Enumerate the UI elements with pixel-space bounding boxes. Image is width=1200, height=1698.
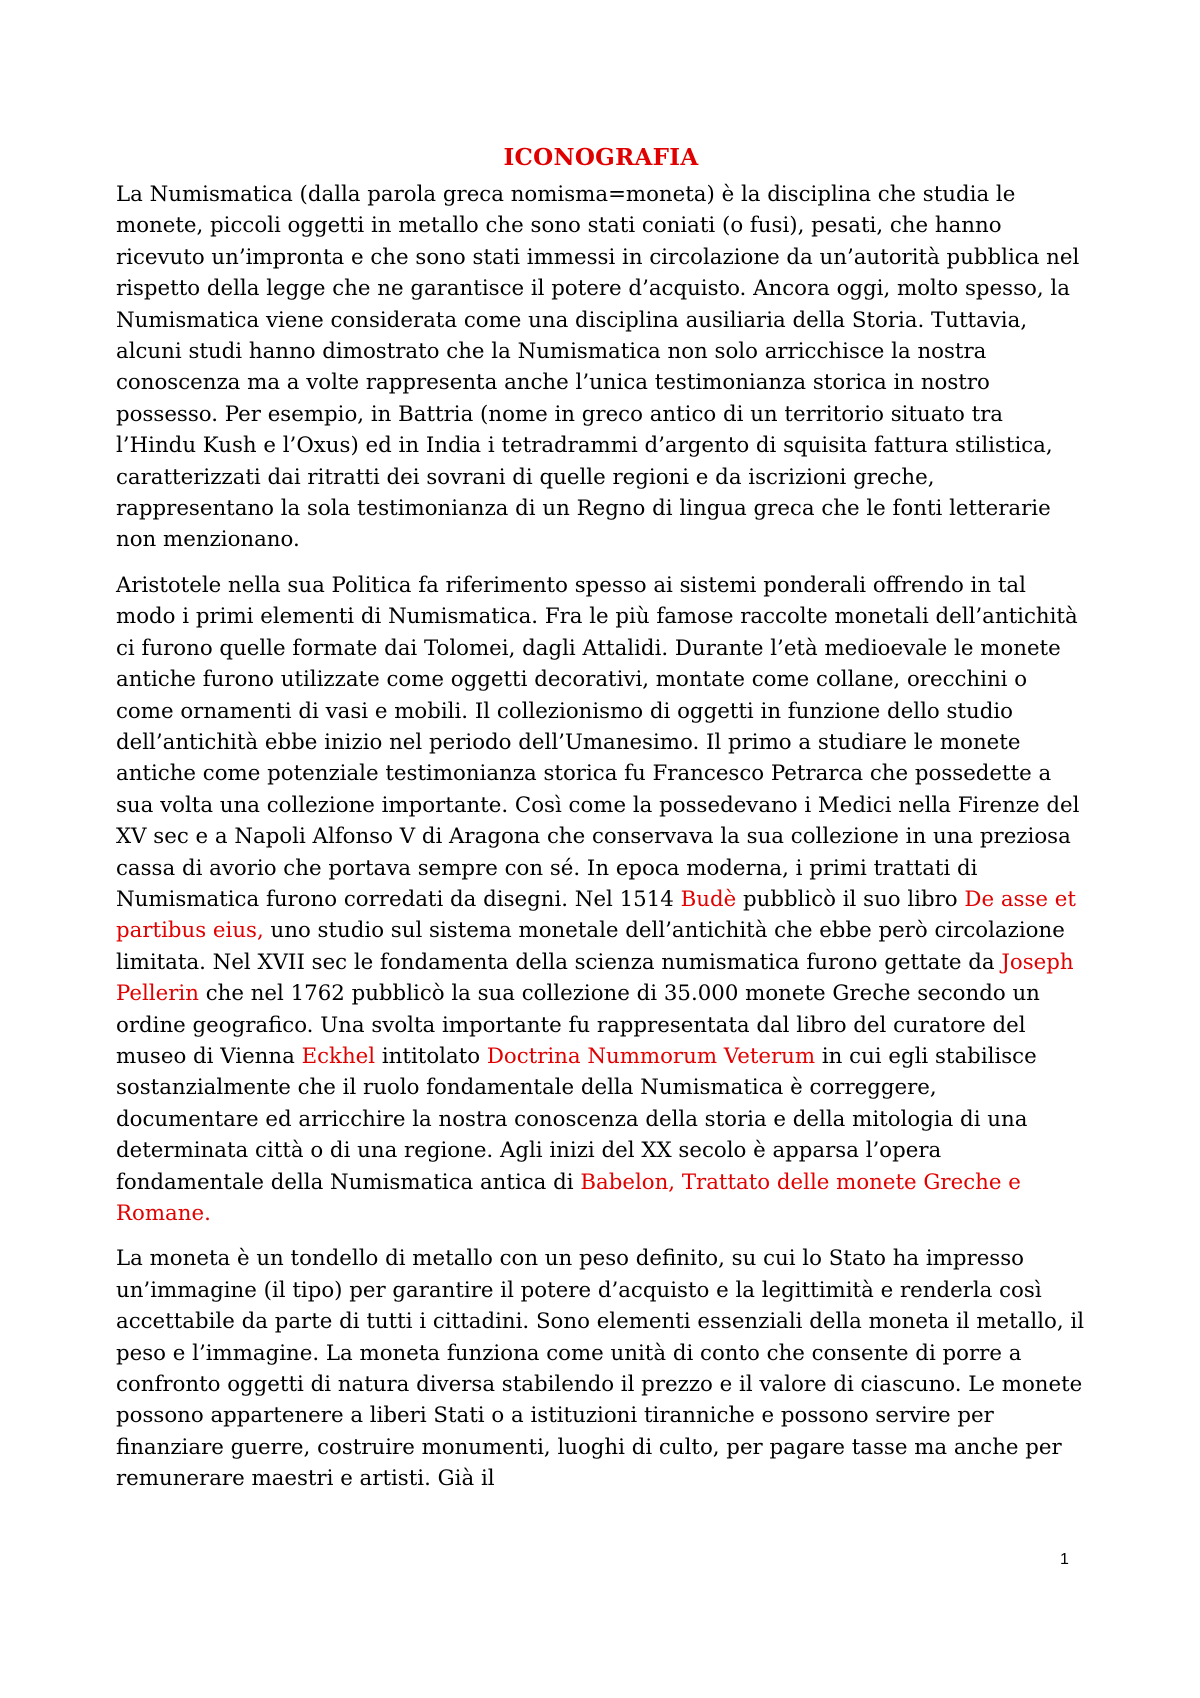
paragraph-intro: La Numismatica (dalla parola greca nomisma=moneta) è la disciplina che studia le monete, piccoli oggetti in metallo che sono stati coniati (o fusi), pesati, che hanno ricevuto un’impronta e che sono stati immessi in circolazione da un’autorità pubblica nel rispetto della legge che ne garantisce il potere d’acquisto. Ancora oggi, molto spesso, la Numismatica viene considerata come una disciplina ausiliaria della Storia. Tuttavia, alcuni studi hanno dimostrato che la Numismatica non solo arricchisce la nostra conoscenza ma a volte rappresenta anche l’unica testimonianza storica in nostro possesso. Per esempio, in Battria (nome in greco antico di un territorio situato tra l’Hindu Kush e l’Oxus) ed in India i tetradrammi d’argento di squisita fattura stilistica, caratterizzati dai ritratti dei sovrani di quelle regioni e da iscrizioni greche, rappresentano la sola testimonianza di un Regno di lingua greca che le fonti letterarie non menzionano. bbox=[116, 182, 1080, 553]
highlighted-title-de-asse: De asse et partibus eius, bbox=[116, 886, 1076, 944]
document-body bbox=[116, 141, 1086, 1509]
highlighted-title-doctrina: Doctrina Nummorum Veterum bbox=[486, 1043, 816, 1069]
document-title: ICONOGRAFIA bbox=[503, 144, 699, 171]
paragraph-text: Aristotele nella sua Politica fa riferimento spesso ai sistemi ponderali offrendo in tal modo i primi elementi di Numismatica. Fra le più famose raccolte monetali dell’antichità ci furono quelle formate dai Tolomei, dagli Attalidi. Durante l’età medioevale le monete antiche furono utilizzate come oggetti decorativi, montate come collane, orecchini o come ornamenti di vasi e mobili. Il collezionismo di oggetti in funzione dello studio dell’antichità ebbe inizio nel periodo dell’Umanesimo. Il primo a studiare le monete antiche come potenziale testimonianza storica fu Francesco Petrarca che possedette a sua volta una collezione importante. Così come la possedevano i Medici nella Firenze del XV sec e a Napoli Alfonso V di Aragona che conservava la sua collezione in una preziosa cassa di avorio che portava sempre con sé. In epoca moderna, i primi trattati di Numismatica furono corredati da disegni. Nel 1514 bbox=[116, 572, 1080, 912]
paragraph-text: che nel 1762 pubblicò la sua collezione di 35.000 monete Greche secondo un ordine geografico. Una svolta importante fu rappresentata dal libro del curatore del museo di Vienna bbox=[116, 981, 1040, 1069]
paragraph-text: uno studio sul sistema monetale dell’antichità che ebbe però circolazione limitata. Nel XVII sec le fondamenta della scienza numismatica furono gettate da bbox=[116, 918, 1065, 975]
highlighted-name-pellerin: Joseph Pellerin bbox=[116, 949, 1074, 1007]
page-number: 1 bbox=[1060, 1551, 1069, 1568]
highlighted-title-babelon: Babelon, Trattato delle monete Greche e Romane. bbox=[116, 1169, 1021, 1226]
paragraph-text: pubblicò il suo libro bbox=[736, 886, 965, 912]
highlighted-name-eckhel: Eckhel bbox=[301, 1043, 376, 1069]
paragraph-moneta: La moneta è un tondello di metallo con un peso definito, su cui lo Stato ha impresso un’immagine (il tipo) per garantire il potere d’acquisto e la legittimità e renderla così accettabile da parte di tutti i cittadini. Sono elementi essenziali della moneta il metallo, il peso e l’immagine. La moneta funziona come unità di conto che consente di porre a confronto oggetti di natura diversa stabilendo il prezzo e il valore di ciascuno. Le monete possono appartenere a liberi Stati o a istituzioni tiranniche e possono servire per finanziare guerre, costruire monumenti, luoghi di culto, per pagare tasse ma anche per remunerare maestri e artisti. Già il bbox=[116, 1246, 1084, 1492]
paragraph-history bbox=[116, 570, 1086, 1230]
paragraph-text: intitolato bbox=[375, 1043, 487, 1069]
highlighted-name-bude: Budè bbox=[680, 886, 737, 912]
paragraph-text: in cui egli stabilisce sostanzialmente che il ruolo fondamentale della Numismatica è correggere, documentare ed arricchire la nostra conoscenza della storia e della mitologia di una determinata città o di una regione. Agli inizi del XX secolo è apparsa l’opera fondamentale della Numismatica antica di bbox=[116, 1043, 1037, 1195]
